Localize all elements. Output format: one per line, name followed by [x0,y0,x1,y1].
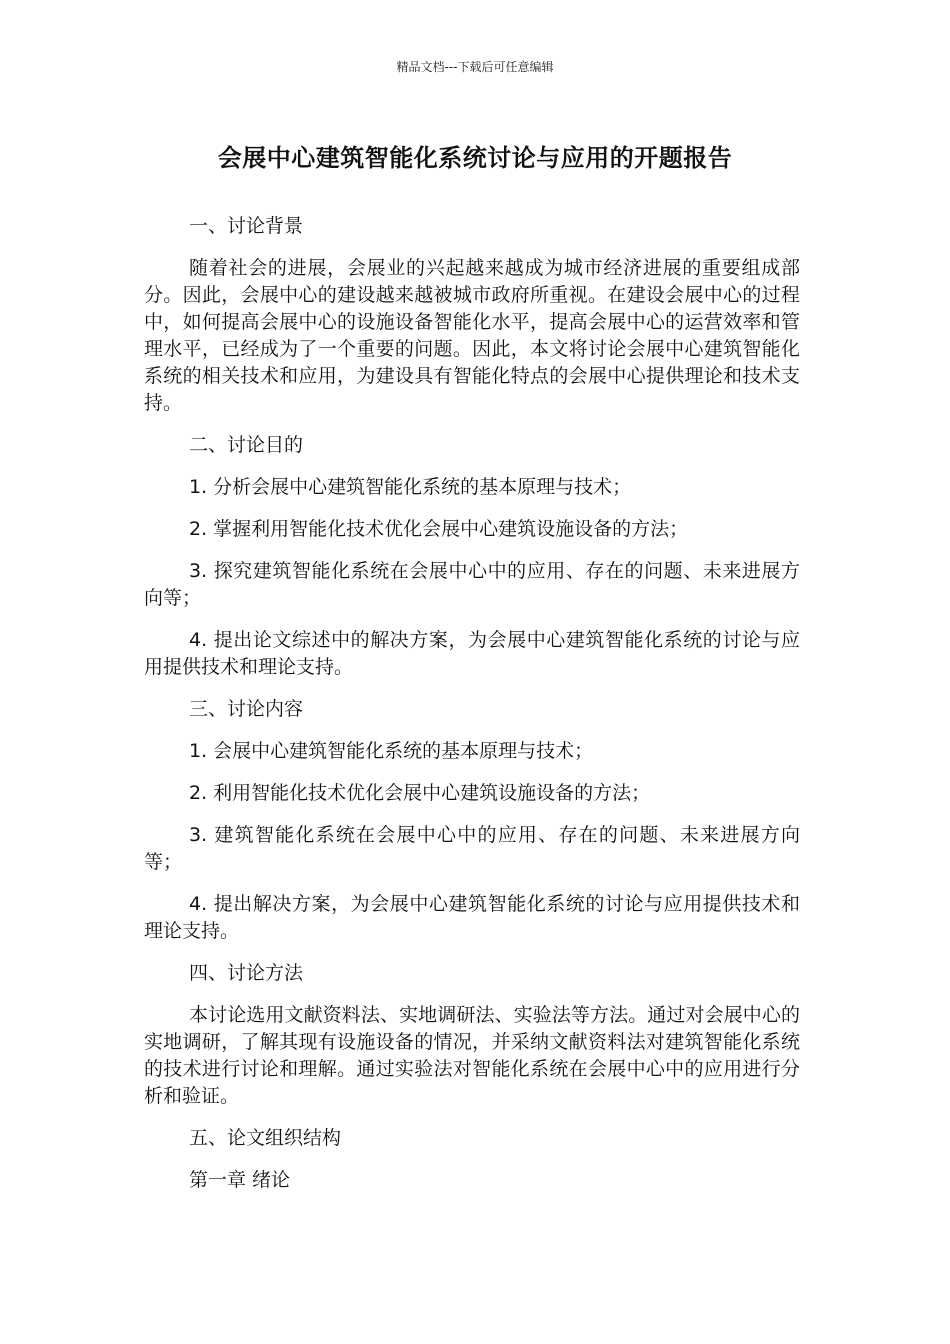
purpose-item-4: 4. 提出论文综述中的解决方案，为会展中心建筑智能化系统的讨论与应用提供技术和理论支持。 [144,629,800,678]
content-item-3: 3. 建筑智能化系统在会展中心中的应用、存在的问题、未来进展方向等； [144,824,800,873]
method-paragraph: 本讨论选用文献资料法、实地调研法、实验法等方法。通过对会展中心的实地调研，了解其现有设施设备的情况，并采纳文献资料法对建筑智能化系统的技术进行讨论和理解。通过实验法对智能化系统在会展中心中的应用进行分析和验证。 [144,1004,800,1107]
section-heading-purpose: 二、讨论目的 [189,434,304,456]
purpose-item-2: 2. 掌握利用智能化技术优化会展中心建筑设施设备的方法； [189,518,689,540]
section-heading-background: 一、讨论背景 [189,215,304,237]
section-heading-method: 四、讨论方法 [189,962,304,984]
section-heading-structure: 五、论文组织结构 [189,1127,342,1149]
background-paragraph: 随着社会的进展，会展业的兴起越来越成为城市经济进展的重要组成部分。因此，会展中心的建设越来越被城市政府所重视。在建设会展中心的过程中，如何提高会展中心的设施设备智能化水平，提高会展中心的运营效率和管理水平，已经成为了一个重要的问题。因此，本文将讨论会展中心建筑智能化系统的相关技术和应用，为建设具有智能化特点的会展中心提供理论和技术支持。 [144,257,800,414]
header-note: 精品文档---下载后可任意编辑 [396,60,554,74]
content-item-4: 4. 提出解决方案，为会展中心建筑智能化系统的讨论与应用提供技术和理论支持。 [144,893,800,942]
content-item-2: 2. 利用智能化技术优化会展中心建筑设施设备的方法； [189,782,651,804]
purpose-item-3: 3. 探究建筑智能化系统在会展中心中的应用、存在的问题、未来进展方向等； [144,560,800,609]
content-item-1: 1. 会展中心建筑智能化系统的基本原理与技术； [189,740,594,762]
document-title: 会展中心建筑智能化系统讨论与应用的开题报告 [217,144,733,172]
chapter-one: 第一章 绪论 [189,1169,291,1191]
purpose-item-1: 1. 分析会展中心建筑智能化系统的基本原理与技术； [189,476,632,498]
document-body [144,213,800,1209]
section-heading-content: 三、讨论内容 [189,698,304,720]
